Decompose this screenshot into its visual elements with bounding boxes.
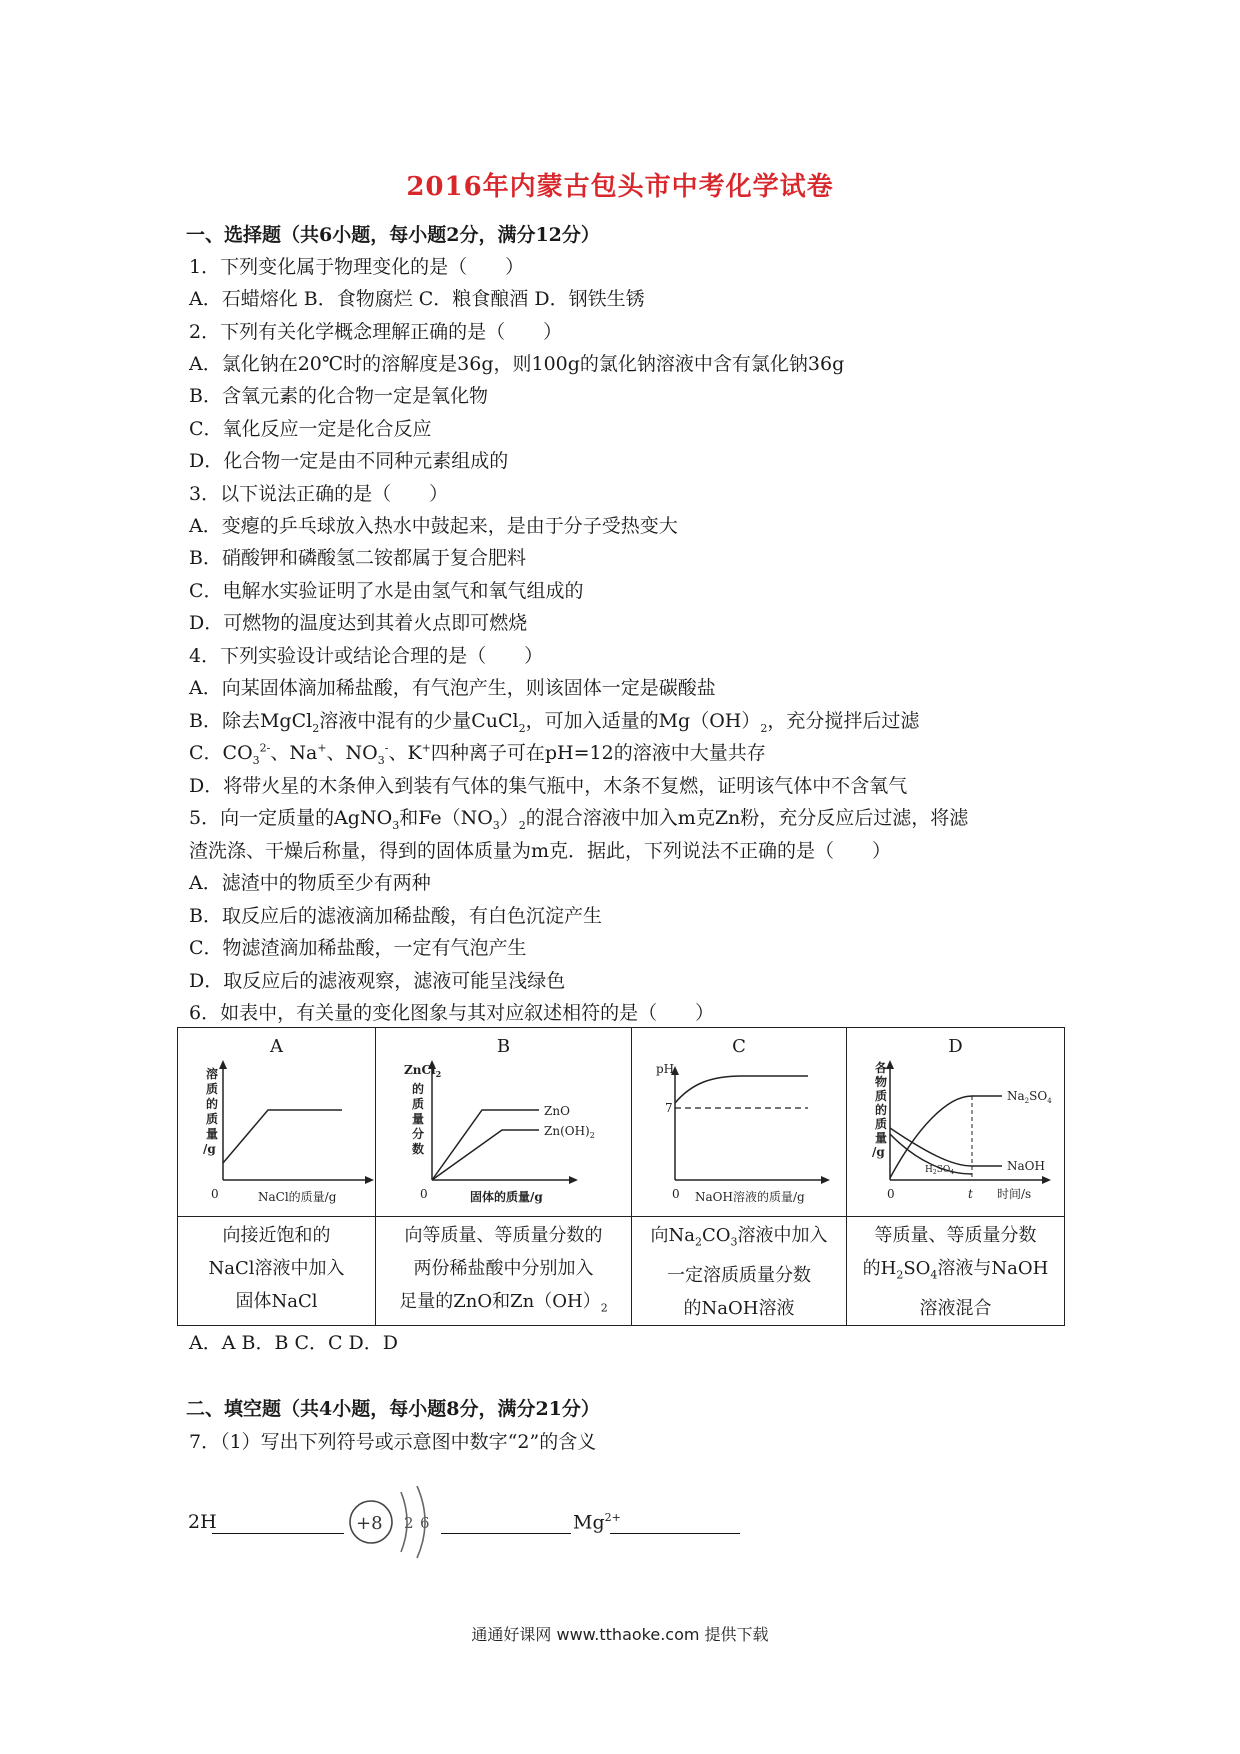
q7-stem: 7．（1）写出下列符号或示意图中数字“2”的含义 [189,1431,597,1453]
q5-option-a: A．滤渣中的物质至少有两种 [189,872,431,894]
graph-b-ylabel-5: 数 [412,1142,425,1156]
graph-a-ylabel-1: 质 [206,1082,219,1096]
graph-b-ylabel-1: 的 [412,1082,425,1096]
graph-cell-c [632,1028,847,1217]
column-letter-d: D [948,1036,963,1057]
graph-c-tick7: 7 [665,1101,673,1115]
graph-a-curve [223,1110,342,1163]
desc-cell-a: 向接近饱和的 NaCl溶液中加入 固体NaCl [178,1217,376,1326]
section-heading-choice: 一、选择题（共6小题，每小题2分，满分12分） [186,224,600,246]
q7-blank-1[interactable] [212,1533,344,1534]
shell1-count: 2 [404,1514,414,1532]
graph-a-ylabel-4: 量 [206,1127,219,1141]
graph-a-ylabel-5: /g [203,1142,216,1156]
graph-b-curve1-label: ZnO [544,1104,570,1118]
q7-blank-2[interactable] [441,1533,571,1534]
graph-d-ylabel-4: 质 [875,1117,888,1131]
graph-d-ylabel-0: 各 [875,1061,888,1075]
graph-c [632,1058,847,1216]
graph-d-ylabel-2: 质 [875,1089,888,1103]
graph-d-curve2-label: NaOH [1007,1159,1045,1173]
q7-symbol-2h: 2H [188,1511,217,1533]
graph-d-t-label: t [968,1187,973,1201]
q4-option-b: B．除去MgCl$_2$溶液中混有的少量CuCl$_2$，可加入适量的$Mg(OH)_2$，充分搅拌后过滤 [189,710,920,735]
column-letter-a: A [270,1036,283,1057]
graph-d-ylabel-6: /g [872,1145,885,1159]
graph-d-curve1-label: $Na_2SO_4$ [1007,1089,1052,1105]
graph-d-xlabel: 时间/s [997,1187,1032,1201]
q7-symbol-mg: $Mg^{2+}$ [573,1511,621,1534]
graph-a-ylabel-2: 的 [206,1097,219,1111]
nucleus-charge: +8 [356,1513,383,1534]
q2-option-c: C．氧化反应一定是化合反应 [189,418,432,440]
graph-a-origin: 0 [211,1187,219,1201]
q3-option-a: A．变瘪的乒乓球放入热水中鼓起来，是由于分子受热变大 [189,515,678,537]
graph-a [178,1058,376,1216]
q3-option-d: D．可燃物的温度达到其着火点即可燃烧 [189,612,528,634]
q2-option-b: B．含氧元素的化合物一定是氧化物 [189,385,488,407]
graph-d-ylabel-1: 物 [875,1075,888,1089]
graph-b-ylabel-4: 分 [412,1127,425,1141]
page-title: 2016年内蒙古包头市中考化学试卷 [406,172,834,202]
q3-option-c: C．电解水实验证明了水是由氢气和氧气组成的 [189,580,584,602]
q2-option-a: A．氯化钠在20℃时的溶解度是36g，则100g的氯化钠溶液中含有氯化钠36g [189,353,845,375]
graph-c-ylabel: pH [656,1062,675,1076]
q3-option-b: B．硝酸钾和磷酸氢二铵都属于复合肥料 [189,547,526,569]
column-letter-b: B [496,1036,511,1057]
q5-option-b: B．取反应后的滤液滴加稀盐酸，有白色沉淀产生 [189,905,602,927]
section-heading-fill: 二、填空题（共4小题，每小题8分，满分21分） [186,1398,600,1420]
graph-cell-b [376,1028,632,1217]
graph-b-origin: 0 [420,1187,428,1201]
q2-option-d: D．化合物一定是由不同种元素组成的 [189,450,509,472]
graph-b-ylabel-0: ZnCl$_2$ [404,1063,442,1079]
desc-cell-c: 向$Na_2CO_3$溶液中加入 一定溶质质量分数 的NaOH溶液 [632,1217,847,1326]
graph-b [376,1058,632,1216]
graph-b-curve-zno [432,1110,539,1180]
q1-options: A．石蜡熔化 B．食物腐烂 C．粮食酿酒 D．钢铁生锈 [189,288,645,310]
shell2-count: 6 [420,1514,430,1532]
graph-b-curve2-label: $Zn(OH)_2$ [544,1124,595,1140]
graph-a-ylabel-3: 质 [206,1112,219,1126]
q6-options: A．A B．B C．C D．D [189,1332,399,1354]
graph-cell-a [178,1028,376,1217]
q5-stem-line1: 5．向一定质量的AgNO$_3$和$Fe(NO_3)_2$的混合溶液中加入m克Zn粉，充分反应后过滤，将滤 [189,807,969,832]
q6-stem: 6．如表中，有关量的变化图象与其对应叙述相符的是（ ） [189,1002,715,1024]
page-footer: 通通好课网 www.tthaoke.com 提供下载 [471,1625,769,1644]
graph-d-ylabel-5: 量 [875,1131,888,1145]
graph-c-curve [675,1076,808,1103]
graph-a-xlabel: NaCl的质量/g [258,1190,337,1204]
q5-stem-line2: 渣洗涤、干燥后称量，得到的固体质量为m克．据此，下列说法不正确的是（ ） [189,840,892,862]
graph-d-origin: 0 [887,1187,895,1201]
desc-cell-b: 向等质量、等质量分数的 两份稀盐酸中分别加入 足量的ZnO和$Zn(OH)_2$ [376,1217,632,1326]
graph-b-curve-znoh2 [432,1130,539,1180]
graph-b-xlabel: 固体的质量/g [470,1190,543,1204]
graph-b-ylabel-2: 质 [412,1097,425,1111]
q4-option-a: A．向某固体滴加稀盐酸，有气泡产生，则该固体一定是碳酸盐 [189,677,716,699]
graph-c-xlabel: NaOH溶液的质量/g [695,1190,805,1204]
desc-cell-d: 等质量、等质量分数 的$H_2SO_4$溶液与NaOH 溶液混合 [847,1217,1065,1326]
graph-d [847,1058,1065,1216]
graph-a-ylabel-0: 溶 [206,1067,219,1081]
q4-stem: 4．下列实验设计或结论合理的是（ ） [189,645,544,667]
q3-stem: 3．以下说法正确的是（ ） [189,483,449,505]
graph-cell-d [847,1028,1065,1217]
q6-graph-table [177,1027,1065,1326]
graph-b-ylabel-3: 量 [412,1112,425,1126]
q7-blank-3[interactable] [610,1533,740,1534]
q4-option-d: D．将带火星的木条伸入到装有气体的集气瓶中，木条不复燃，证明该气体中不含氧气 [189,775,908,797]
graph-d-ylabel-3: 的 [875,1103,888,1117]
graph-d-curve3-label: H2SO4 [925,1165,955,1176]
oxygen-atom-diagram [345,1486,445,1566]
q5-option-d: D．取反应后的滤液观察，滤液可能呈浅绿色 [189,970,566,992]
q4-option-c: C．$CO_3^{2-}$、Na+、$NO_3^-$、K+四种离子可在pH=12的溶液中大量共存 [189,741,766,767]
graph-d-curve-naoh [890,1128,1002,1166]
q1-stem: 1．下列变化属于物理变化的是（ ） [189,256,525,278]
column-letter-c: C [732,1036,746,1057]
q5-option-c: C．物滤渣滴加稀盐酸，一定有气泡产生 [189,937,527,959]
graph-c-origin: 0 [672,1187,680,1201]
q2-stem: 2．下列有关化学概念理解正确的是（ ） [189,321,563,343]
